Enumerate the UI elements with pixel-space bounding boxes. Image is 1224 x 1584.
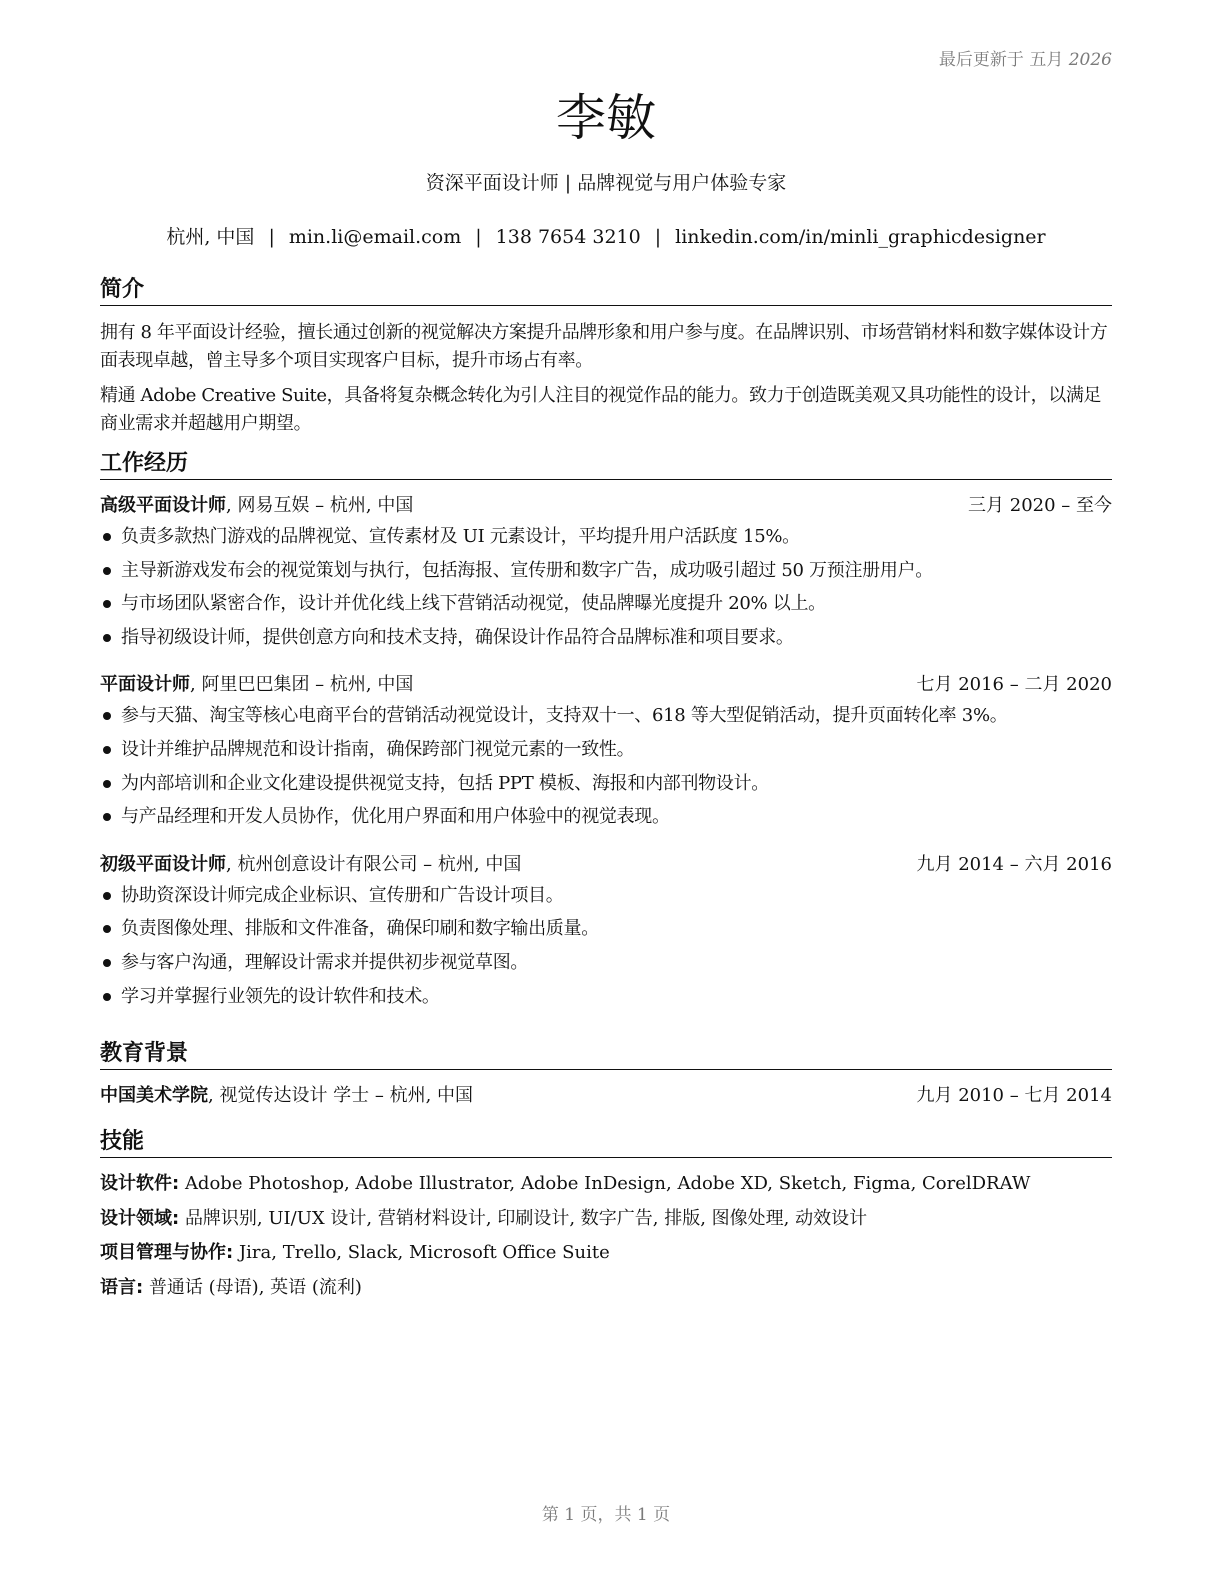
job-company: , 网易互娱 – 杭州, 中国: [226, 495, 414, 516]
summary-paragraph: 拥有 8 年平面设计经验，擅长通过创新的视觉解决方案提升品牌形象和用户参与度。在品牌识别、市场营销材料和数字媒体设计方面表现卓越，曾主导多个项目实现客户目标，提升市场占有率。: [100, 322, 1108, 371]
job-bullet: 与市场团队紧密合作，设计并优化线上线下营销活动视觉，使品牌曝光度提升 20% 以上。: [100, 587, 1112, 621]
skill-row: [100, 1202, 1112, 1237]
resume-page: [100, 0, 1112, 1584]
job-bullet: 协助资深设计师完成企业标识、宣传册和广告设计项目。: [100, 879, 1112, 913]
job-header: [100, 851, 1112, 879]
job-bullets: [100, 699, 1112, 833]
skill-row: [100, 1236, 1112, 1271]
skill-value: Jira, Trello, Slack, Microsoft Office Suite: [238, 1242, 610, 1263]
education-entry: [100, 1082, 1112, 1110]
job-header: [100, 671, 1112, 699]
job-header: [100, 492, 1112, 520]
contact-linkedin-link[interactable]: linkedin.com/in/minli_graphicdesigner: [675, 226, 1046, 248]
job-bullet: 指导初级设计师，提供创意方向和技术支持，确保设计作品符合品牌标准和项目要求。: [100, 621, 1112, 655]
candidate-subtitle: 资深平面设计师 | 品牌视觉与用户体验专家: [425, 172, 787, 194]
job-bullet: 负责多款热门游戏的品牌视觉、宣传素材及 UI 元素设计，平均提升用户活跃度 15%。: [100, 520, 1112, 554]
job-bullets: [100, 879, 1112, 1013]
job-bullet: 设计并维护品牌规范和设计指南，确保跨部门视觉元素的一致性。: [100, 733, 1112, 767]
skill-label: 设计领域:: [100, 1207, 180, 1229]
education-school: 中国美术学院: [100, 1085, 208, 1106]
contact-separator: |: [654, 226, 662, 248]
job-entry: [100, 492, 1112, 654]
contact-separator: |: [475, 226, 482, 248]
job-role: 高级平面设计师: [100, 495, 226, 516]
section-title-summary: 简介: [100, 276, 1112, 306]
job-dates: 九月 2014 – 六月 2016: [916, 853, 1112, 875]
last-updated-label: 最后更新于 五月: [938, 50, 1064, 70]
job-bullet: 参与天猫、淘宝等核心电商平台的营销活动视觉设计，支持双十一、618 等大型促销活动，提升页面转化率 3%。: [100, 699, 1112, 733]
education-degree: , 视觉传达设计 学士 – 杭州, 中国: [208, 1085, 474, 1106]
job-role: 初级平面设计师: [100, 853, 226, 875]
summary-paragraph: 精通 Adobe Creative Suite，具备将复杂概念转化为引人注目的视觉作品的能力。致力于创造既美观又具功能性的设计，以满足商业需求并超越用户期望。: [100, 385, 1102, 434]
skill-label: 设计软件:: [100, 1173, 180, 1194]
skill-value: 品牌识别, UI/UX 设计, 营销材料设计, 印刷设计, 数字广告, 排版, 图像处理, 动效设计: [184, 1207, 868, 1229]
job-bullet: 学习并掌握行业领先的设计软件和技术。: [100, 980, 1112, 1014]
section-title-education: 教育背景: [100, 1040, 1112, 1070]
job-bullet: 为内部培训和企业文化建设提供视觉支持，包括 PPT 模板、海报和内部刊物设计。: [100, 767, 1112, 801]
last-updated-year: 2026: [1068, 50, 1112, 70]
job-company: , 阿里巴巴集团 – 杭州, 中国: [190, 674, 414, 696]
skill-value: 普通话 (母语), 英语 (流利): [148, 1276, 362, 1298]
job-bullet: 主导新游戏发布会的视觉策划与执行，包括海报、宣传册和数字广告，成功吸引超过 50 万预注册用户。: [100, 554, 1112, 588]
skill-label: 语言:: [100, 1276, 144, 1298]
contact-email-link[interactable]: min.li@email.com: [288, 226, 462, 248]
contact-location: 杭州, 中国: [166, 226, 255, 248]
contact-phone: 138 7654 3210: [495, 226, 641, 248]
job-bullet: 参与客户沟通，理解设计需求并提供初步视觉草图。: [100, 946, 1112, 980]
section-title-skills: 技能: [100, 1128, 1112, 1158]
skill-value: Adobe Photoshop, Adobe Illustrator, Adobe InDesign, Adobe XD, Sketch, Figma, CorelDRAW: [184, 1173, 1031, 1194]
skills-list: [100, 1167, 1112, 1305]
skill-row: [100, 1271, 1112, 1306]
skills-section: [100, 1128, 1112, 1305]
experience-section: [100, 450, 1112, 1013]
contact-separator: |: [268, 226, 275, 248]
contact-line: [100, 224, 1112, 250]
section-title-experience: 工作经历: [100, 450, 1112, 480]
last-updated: [939, 45, 1112, 70]
job-dates: 七月 2016 – 二月 2020: [916, 674, 1112, 696]
skill-label: 项目管理与协作:: [100, 1242, 234, 1263]
skill-row: [100, 1167, 1112, 1202]
job-dates: 三月 2020 – 至今: [968, 495, 1112, 516]
education-section: [100, 1040, 1112, 1110]
job-entry: [100, 671, 1112, 833]
job-bullet: 与产品经理和开发人员协作，优化用户界面和用户体验中的视觉表现。: [100, 800, 1112, 834]
job-bullet: 负责图像处理、排版和文件准备，确保印刷和数字输出质量。: [100, 912, 1112, 946]
page-number: 第 1 页，共 1 页: [541, 1505, 671, 1525]
job-role: 平面设计师: [100, 674, 190, 696]
education-dates: 九月 2010 – 七月 2014: [916, 1085, 1112, 1106]
job-bullets: [100, 520, 1112, 654]
job-entry: [100, 851, 1112, 1013]
candidate-name: 李敏: [556, 89, 656, 147]
job-company: , 杭州创意设计有限公司 – 杭州, 中国: [226, 853, 522, 875]
summary-section: [100, 276, 1112, 438]
